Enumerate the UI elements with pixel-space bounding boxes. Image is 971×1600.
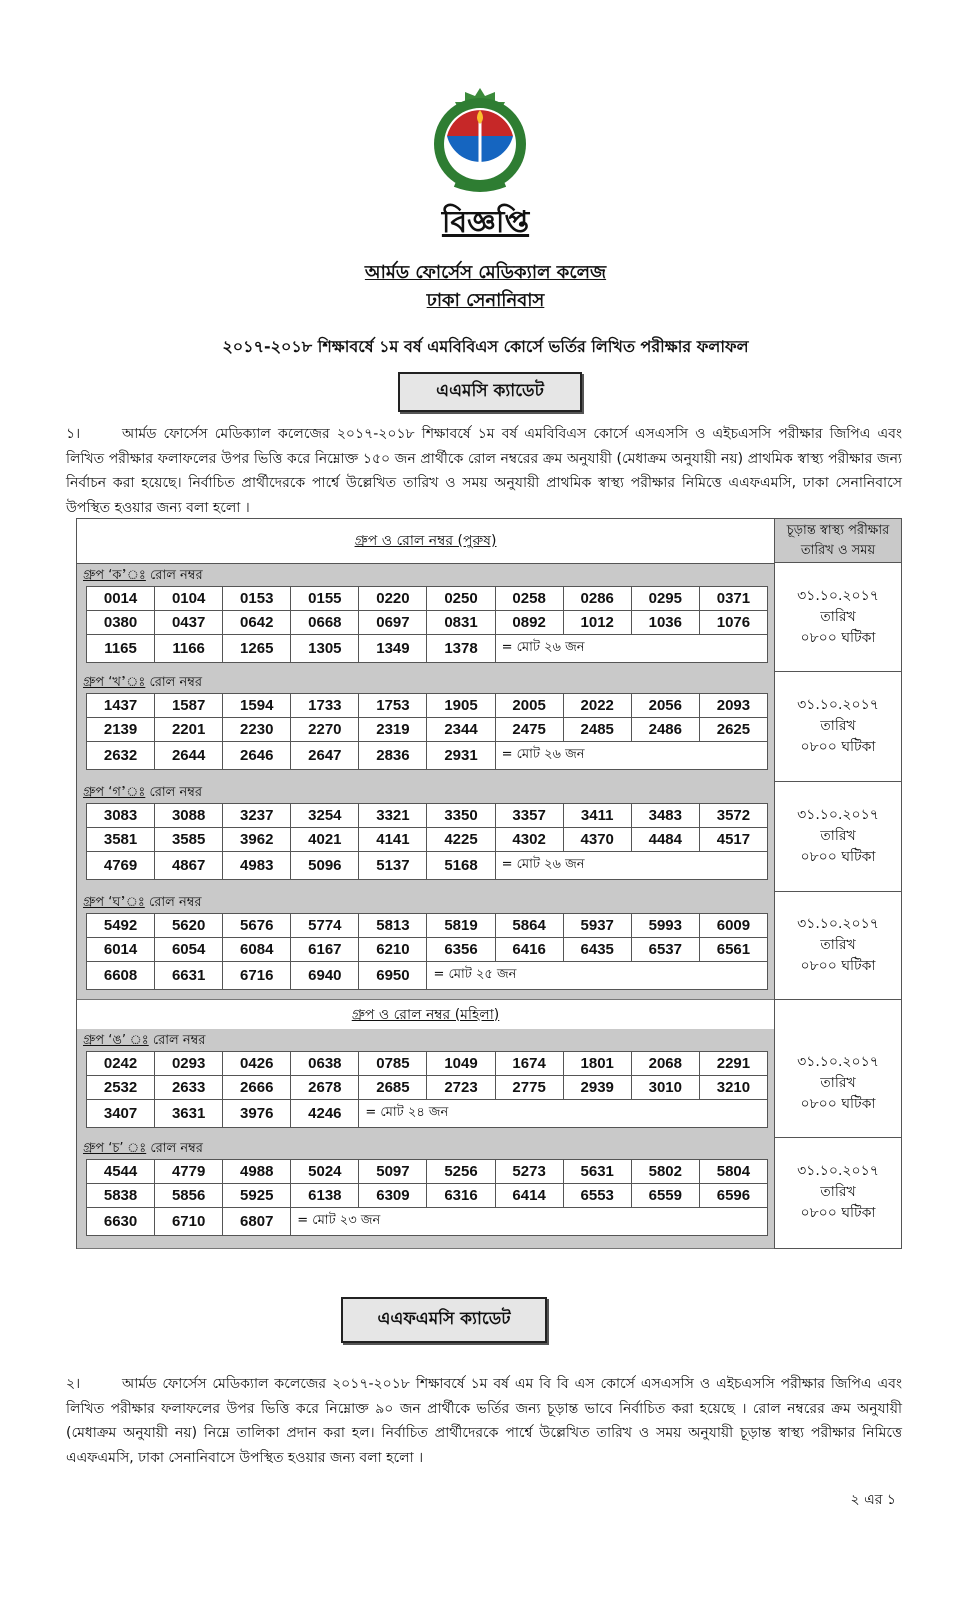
roll-number: 2139 — [87, 718, 155, 742]
institution-name — [0, 258, 971, 289]
paragraph-1-text: আর্মড ফোর্সেস মেডিক্যাল কলেজের ২০১৭-২০১৮ শিক্ষাবর্ষে ১ম বর্ষ এমবিবিএস কোর্সে এসএসসি ও এইচএসসি পরীক্ষার জিপিএ এবং লিখিত পরীক্ষার ফলাফলের উপর ভিত্তি করে নিম্নোক্ত ১৫০ জন প্রার্থীকে রোল নম্বরের ক্রম অনুযায়ী (মেধাক্রম অনুযায়ী নয়) প্রাথমিক স্বাস্থ্য পরীক্ষার জন্য নির্বাচন করা হয়েছে। নির্বাচিত প্রার্থীদেরকে পার্শ্বে উল্লেখিত তারিখ ও সময় অনুযায়ী প্রাথমিক স্বাস্থ্য পরীক্ষার নিমিত্তে এএফএমসি, ঢাকা সেনানিবাসে উপস্থিত হওয়ার জন্য বলা হলো । — [66, 426, 902, 516]
roll-row — [87, 852, 768, 880]
group-section — [77, 1029, 774, 1138]
roll-number: 5492 — [87, 914, 155, 938]
roll-number: 1265 — [223, 635, 291, 663]
paragraph-2 — [66, 1372, 902, 1470]
group-roll-label: রোল নম্বর — [149, 785, 203, 800]
group-name: গ্রুপ ‘ঘ’ঃ — [83, 895, 145, 910]
group-name: গ্রুপ ‘চ’ ঃ — [83, 1141, 147, 1156]
roll-number: 0250 — [427, 587, 495, 611]
roll-number: 2093 — [699, 694, 767, 718]
exam-date-cell — [775, 1137, 901, 1249]
roll-number: 6414 — [495, 1184, 563, 1208]
roll-number: 6807 — [223, 1208, 291, 1236]
roll-number: 6009 — [699, 914, 767, 938]
roll-table — [86, 913, 768, 990]
roll-number: 2291 — [699, 1052, 767, 1076]
roll-number: 2939 — [563, 1076, 631, 1100]
roll-number: 2056 — [631, 694, 699, 718]
roll-number: 3254 — [291, 804, 359, 828]
roll-row — [87, 804, 768, 828]
roll-number: 2836 — [359, 742, 427, 770]
roll-number: 4302 — [495, 828, 563, 852]
roll-number: 2201 — [155, 718, 223, 742]
roll-number: 5256 — [427, 1160, 495, 1184]
roll-number: 6940 — [291, 962, 359, 990]
roll-number: 6138 — [291, 1184, 359, 1208]
roll-number: 3976 — [223, 1100, 291, 1128]
roll-number: 6630 — [87, 1208, 155, 1236]
roll-number: 3572 — [699, 804, 767, 828]
roll-number: 2485 — [563, 718, 631, 742]
roll-number: 5838 — [87, 1184, 155, 1208]
roll-number: 6167 — [291, 938, 359, 962]
roll-number: 5631 — [563, 1160, 631, 1184]
roll-number: 3483 — [631, 804, 699, 828]
roll-number: 0014 — [87, 587, 155, 611]
roll-row — [87, 1076, 768, 1100]
group-label — [77, 1137, 774, 1159]
roll-number: 0104 — [155, 587, 223, 611]
group-roll-label: রোল নম্বর — [150, 568, 203, 583]
group-roll-label: রোল নম্বর — [150, 1141, 203, 1156]
roll-number: 5096 — [291, 852, 359, 880]
roll-number: 0286 — [563, 587, 631, 611]
roll-number: 1733 — [291, 694, 359, 718]
roll-number: 6608 — [87, 962, 155, 990]
roll-number: 1349 — [359, 635, 427, 663]
roll-number: 0831 — [427, 611, 495, 635]
group-label — [77, 781, 774, 803]
roll-number: 4484 — [631, 828, 699, 852]
group-section — [77, 564, 774, 672]
roll-number: 2632 — [87, 742, 155, 770]
exam-date-word: তারিখ — [820, 827, 856, 844]
roll-number: 4867 — [155, 852, 223, 880]
male-header — [77, 519, 774, 564]
roll-number: 2931 — [427, 742, 495, 770]
exam-date: ৩১.১০.২০১৭ — [797, 806, 879, 823]
roll-number: 2532 — [87, 1076, 155, 1100]
roll-table — [86, 803, 768, 880]
roll-number: 0668 — [291, 611, 359, 635]
roll-row — [87, 828, 768, 852]
roll-number: 6316 — [427, 1184, 495, 1208]
roll-table — [86, 1159, 768, 1236]
location-name — [0, 286, 971, 317]
exam-date: ৩১.১০.২০১৭ — [797, 915, 879, 932]
roll-row — [87, 1160, 768, 1184]
page-number: ২ এর ১ — [850, 1492, 896, 1508]
notice-title-text: বিজ্ঞপ্তি — [441, 205, 530, 240]
afmc-cadet-box: এএফএমসি ক্যাডেট — [341, 1297, 547, 1343]
date-header-line2: তারিখ ও সময় — [800, 543, 876, 558]
roll-row — [87, 718, 768, 742]
roll-number: 3357 — [495, 804, 563, 828]
group-name: গ্রুপ ‘খ’ঃ — [83, 675, 146, 690]
roll-number: 0426 — [223, 1052, 291, 1076]
roll-number: 2723 — [427, 1076, 495, 1100]
roll-number: 1437 — [87, 694, 155, 718]
roll-number: 4544 — [87, 1160, 155, 1184]
roll-table — [86, 693, 768, 770]
roll-number: 4141 — [359, 828, 427, 852]
amc-cadet-box: এএমসি ক্যাডেট — [398, 372, 582, 412]
roll-number: 0380 — [87, 611, 155, 635]
roll-number: 1905 — [427, 694, 495, 718]
group-total: = মোট ২৫ জন — [427, 962, 768, 990]
roll-number: 0785 — [359, 1052, 427, 1076]
roll-number: 1587 — [155, 694, 223, 718]
roll-number: 0242 — [87, 1052, 155, 1076]
roll-number: 5024 — [291, 1160, 359, 1184]
exam-date-cell — [775, 1029, 901, 1138]
roll-number: 2685 — [359, 1076, 427, 1100]
exam-date-cell — [775, 671, 901, 782]
roll-number: 4225 — [427, 828, 495, 852]
roll-number: 4983 — [223, 852, 291, 880]
paragraph-1-number: ১। — [66, 426, 81, 442]
roll-number: 2230 — [223, 718, 291, 742]
exam-date: ৩১.১০.২০১৭ — [797, 696, 879, 713]
roll-number: 6210 — [359, 938, 427, 962]
roll-number: 6631 — [155, 962, 223, 990]
roll-number: 5819 — [427, 914, 495, 938]
roll-number: 2068 — [631, 1052, 699, 1076]
roll-number: 3962 — [223, 828, 291, 852]
group-section — [77, 891, 774, 1000]
roll-row — [87, 1100, 768, 1128]
roll-number: 0258 — [495, 587, 563, 611]
exam-date: ৩১.১০.২০১৭ — [797, 1163, 879, 1179]
roll-number: 5864 — [495, 914, 563, 938]
roll-number: 0220 — [359, 587, 427, 611]
roll-number: 1378 — [427, 635, 495, 663]
roll-number: 6309 — [359, 1184, 427, 1208]
roll-number: 6559 — [631, 1184, 699, 1208]
roll-number: 5804 — [699, 1160, 767, 1184]
result-heading: ২০১৭-২০১৮ শিক্ষাবর্ষে ১ম বর্ষ এমবিবিএস কোর্সে ভর্তির লিখিত পরীক্ষার ফলাফল — [222, 337, 749, 356]
roll-number: 3088 — [155, 804, 223, 828]
roll-number: 5925 — [223, 1184, 291, 1208]
roll-number: 0293 — [155, 1052, 223, 1076]
roll-number: 3237 — [223, 804, 291, 828]
roll-number: 5676 — [223, 914, 291, 938]
group-total: = মোট ২৩ জন — [291, 1208, 768, 1236]
roll-number: 2644 — [155, 742, 223, 770]
roll-row — [87, 1052, 768, 1076]
roll-number: 6084 — [223, 938, 291, 962]
roll-number: 2475 — [495, 718, 563, 742]
roll-number: 3350 — [427, 804, 495, 828]
group-name: গ্রুপ ‘ক’ঃ — [83, 568, 146, 583]
roll-number: 0295 — [631, 587, 699, 611]
roll-row — [87, 587, 768, 611]
roll-number: 5097 — [359, 1160, 427, 1184]
roll-number: 3083 — [87, 804, 155, 828]
female-header-text: গ্রুপ ও রোল নম্বর (মহিলা) — [351, 1006, 500, 1023]
roll-number: 1036 — [631, 611, 699, 635]
roll-number: 1165 — [87, 635, 155, 663]
roll-number: 4370 — [563, 828, 631, 852]
roll-number: 6596 — [699, 1184, 767, 1208]
roll-number: 6416 — [495, 938, 563, 962]
roll-number: 6710 — [155, 1208, 223, 1236]
paragraph-2-text: আর্মড ফোর্সেস মেডিক্যাল কলেজের ২০১৭-২০১৮ শিক্ষাবর্ষে ১ম বর্ষ এম বি বি এস কোর্সে এসএসসি ও এইচএসসি পরীক্ষার জিপিএ এবং লিখিত পরীক্ষার ফলাফলের উপর ভিত্তি করে নিম্নোক্ত ৯০ জন প্রার্থীকে ভর্তির জন্য চূড়ান্ত ভাবে নির্বাচিত করা হয়েছে । রোল নম্বরের ক্রম অনুযায়ী (মেধাক্রম অনুযায়ী নয়) নিম্নে তালিকা প্রদান করা হল। নির্বাচিত প্রার্থীদেরকে পার্শ্বে উল্লেখিত তারিখ ও সময় অনুযায়ী চূড়ান্ত স্বাস্থ্য পরীক্ষার নিমিত্তে এএফএমসি, ঢাকা সেনানিবাসে উপস্থিত হওয়ার জন্য বলা হলো । — [66, 1376, 902, 1466]
roll-number: 3010 — [631, 1076, 699, 1100]
roll-row — [87, 1184, 768, 1208]
paragraph-2-number: ২। — [66, 1376, 81, 1392]
roll-number: 5856 — [155, 1184, 223, 1208]
roll-number: 1076 — [699, 611, 767, 635]
roll-number: 4779 — [155, 1160, 223, 1184]
roll-number: 3631 — [155, 1100, 223, 1128]
roll-number: 2633 — [155, 1076, 223, 1100]
roll-row — [87, 914, 768, 938]
roll-number: 6537 — [631, 938, 699, 962]
afmc-logo-emblem — [425, 84, 535, 196]
exam-date-word: তারিখ — [820, 717, 856, 734]
roll-number: 6054 — [155, 938, 223, 962]
roll-number: 4988 — [223, 1160, 291, 1184]
roll-number: 3581 — [87, 828, 155, 852]
roll-number: 5813 — [359, 914, 427, 938]
roll-number: 2005 — [495, 694, 563, 718]
roll-number: 5273 — [495, 1160, 563, 1184]
group-total: = মোট ২৪ জন — [359, 1100, 768, 1128]
roll-number: 3321 — [359, 804, 427, 828]
roll-number: 4517 — [699, 828, 767, 852]
roll-row — [87, 635, 768, 663]
male-header-text: গ্রুপ ও রোল নম্বর (পুরুষ) — [354, 533, 497, 549]
group-roll-label: রোল নম্বর — [152, 1033, 206, 1048]
roll-number: 5937 — [563, 914, 631, 938]
roll-number: 0371 — [699, 587, 767, 611]
roll-row — [87, 742, 768, 770]
roll-number: 1594 — [223, 694, 291, 718]
group-roll-label: রোল নম্বর — [148, 895, 202, 910]
roll-number: 1305 — [291, 635, 359, 663]
roll-number: 0892 — [495, 611, 563, 635]
roll-number: 3585 — [155, 828, 223, 852]
exam-date-word: তারিখ — [820, 936, 856, 953]
exam-date-word: তারিখ — [820, 1184, 856, 1200]
roll-number: 1753 — [359, 694, 427, 718]
group-section — [77, 781, 774, 892]
roll-table — [86, 586, 768, 663]
results-table — [76, 518, 902, 1249]
roll-number: 1674 — [495, 1052, 563, 1076]
roll-number: 0437 — [155, 611, 223, 635]
roll-number: 2666 — [223, 1076, 291, 1100]
roll-number: 2270 — [291, 718, 359, 742]
roll-number: 5774 — [291, 914, 359, 938]
exam-date-word: তারিখ — [820, 1074, 856, 1091]
exam-date-cell — [775, 781, 901, 892]
roll-number: 1012 — [563, 611, 631, 635]
roll-row — [87, 962, 768, 990]
exam-date-cell — [775, 564, 901, 672]
roll-number: 0642 — [223, 611, 291, 635]
paragraph-1 — [66, 422, 902, 520]
exam-time: ০৮০০ ঘটিকা — [800, 848, 876, 865]
exam-time: ০৮০০ ঘটিকা — [800, 738, 876, 755]
date-column-header — [775, 519, 901, 563]
exam-date-cell — [775, 891, 901, 1000]
roll-number: 6561 — [699, 938, 767, 962]
roll-number: 2646 — [223, 742, 291, 770]
group-roll-label: রোল নম্বর — [149, 675, 203, 690]
roll-row — [87, 938, 768, 962]
roll-table — [86, 1051, 768, 1128]
roll-number: 5993 — [631, 914, 699, 938]
group-name: গ্রুপ ‘ঙ’ ঃ — [83, 1033, 149, 1048]
roll-number: 0153 — [223, 587, 291, 611]
roll-number: 3407 — [87, 1100, 155, 1128]
roll-number: 6435 — [563, 938, 631, 962]
roll-number: 3210 — [699, 1076, 767, 1100]
roll-number: 6716 — [223, 962, 291, 990]
location-text: ঢাকা সেনানিবাস — [426, 290, 545, 311]
institution-text: আর্মড ফোর্সেস মেডিক্যাল কলেজ — [364, 262, 607, 283]
roll-number: 2647 — [291, 742, 359, 770]
roll-number: 2344 — [427, 718, 495, 742]
group-section — [77, 671, 774, 782]
roll-number: 2625 — [699, 718, 767, 742]
date-header-line1: চূড়ান্ত স্বাস্থ্য পরীক্ষার — [786, 523, 890, 538]
exam-date: ৩১.১০.২০১৭ — [797, 1053, 879, 1070]
roll-number: 1049 — [427, 1052, 495, 1076]
roll-row — [87, 694, 768, 718]
exam-time: ০৮০০ ঘটিকা — [800, 1095, 876, 1112]
exam-time: ০৮০০ ঘটিকা — [800, 630, 876, 646]
group-label — [77, 1029, 774, 1051]
group-total: = মোট ২৬ জন — [495, 635, 767, 663]
group-label — [77, 671, 774, 693]
group-name: গ্রুপ ‘গ’ঃ — [83, 785, 146, 800]
roll-number: 4246 — [291, 1100, 359, 1128]
roll-number: 4769 — [87, 852, 155, 880]
roll-number: 5137 — [359, 852, 427, 880]
roll-number: 3411 — [563, 804, 631, 828]
roll-number: 5620 — [155, 914, 223, 938]
female-header — [77, 999, 774, 1030]
exam-date: ৩১.১০.২০১৭ — [797, 588, 879, 604]
roll-number: 2775 — [495, 1076, 563, 1100]
roll-number: 1801 — [563, 1052, 631, 1076]
group-section — [77, 1137, 774, 1249]
roll-row — [87, 611, 768, 635]
roll-number: 1166 — [155, 635, 223, 663]
roll-number: 4021 — [291, 828, 359, 852]
exam-time: ০৮০০ ঘটিকা — [800, 957, 876, 974]
roll-number: 2022 — [563, 694, 631, 718]
roll-number: 5802 — [631, 1160, 699, 1184]
roll-number: 6356 — [427, 938, 495, 962]
roll-number: 0697 — [359, 611, 427, 635]
group-label — [77, 891, 774, 913]
roll-number: 6950 — [359, 962, 427, 990]
roll-number: 5168 — [427, 852, 495, 880]
group-total: = মোট ২৬ জন — [495, 742, 767, 770]
exam-time: ০৮০০ ঘটিকা — [800, 1205, 876, 1221]
roll-number: 0155 — [291, 587, 359, 611]
notice-title — [0, 198, 971, 249]
roll-row — [87, 1208, 768, 1236]
roll-number: 2486 — [631, 718, 699, 742]
roll-number: 6014 — [87, 938, 155, 962]
roll-number: 0638 — [291, 1052, 359, 1076]
exam-date-word: তারিখ — [820, 609, 856, 625]
roll-number: 6553 — [563, 1184, 631, 1208]
group-label — [77, 564, 774, 586]
roll-number: 2319 — [359, 718, 427, 742]
group-total: = মোট ২৬ জন — [495, 852, 767, 880]
roll-number: 2678 — [291, 1076, 359, 1100]
